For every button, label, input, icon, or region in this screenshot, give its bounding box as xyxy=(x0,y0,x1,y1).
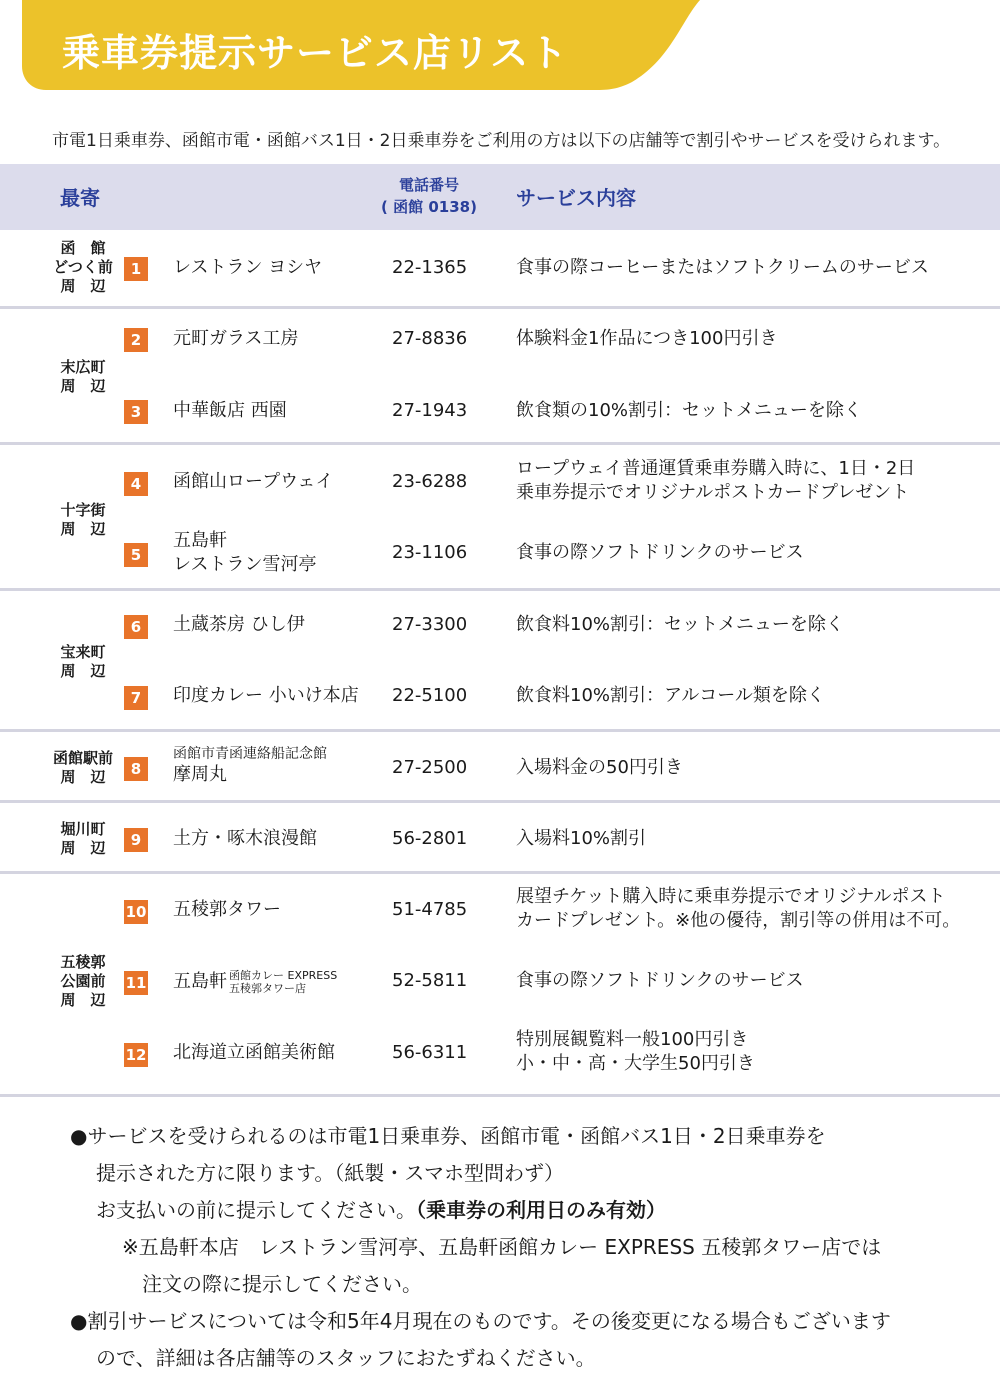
shop-service xyxy=(516,457,915,505)
shop-name xyxy=(173,969,337,995)
note-text: 提示された方に限ります。（紙製・スマホ型問わず） xyxy=(96,1161,564,1185)
shop-service-line: ロープウェイ普通運賃乗車券購入時に、1日・2日 xyxy=(516,458,916,479)
shop-service-line: 展望チケット購入時に乗車券提示でオリジナルポスト xyxy=(516,886,946,907)
note-text: ●サービスを受けられるのは市電1日乗車券、函館市電・函館バス1日・2日乗車券を xyxy=(70,1124,826,1148)
area-label: 函館駅前 周 辺 xyxy=(52,749,113,786)
page-title: 乗車券提示サービス店リスト xyxy=(62,31,569,75)
shop-name-line: 函館市青函連絡船記念館 xyxy=(173,746,327,762)
header-near: 最寄 xyxy=(60,186,100,210)
shop-name: 五稜郭タワー xyxy=(173,899,281,920)
title-banner xyxy=(22,0,700,90)
shop-number: 8 xyxy=(124,757,148,781)
shop-number: 9 xyxy=(124,828,148,852)
area-label: 末広町 周 辺 xyxy=(60,358,106,395)
shop-phone: 51-4785 xyxy=(392,899,468,920)
note-text: ので、詳細は各店舗等のスタッフにおたずねください。 xyxy=(96,1346,596,1370)
area-label: 五稜郭 公園前 周 辺 xyxy=(60,953,106,1009)
shop-name: 印度カレー 小いけ本店 xyxy=(173,685,359,706)
area-label: 堀川町 周 辺 xyxy=(60,820,106,857)
note-text xyxy=(70,1192,891,1229)
header-phone-label: 電話番号 xyxy=(398,176,459,194)
shop-service-line: 特別展観覧料一般100円引き xyxy=(516,1029,749,1050)
note-text: ※五島軒本店 レストラン雪河亭、五島軒函館カレー EXPRESS 五稜郭タワー店では xyxy=(122,1235,882,1259)
shop-service xyxy=(516,1028,755,1076)
shop-number: 12 xyxy=(124,1043,148,1067)
shop-phone: 27-2500 xyxy=(392,757,468,778)
shop-service: 入場料10%割引 xyxy=(516,828,647,849)
shop-name-branch xyxy=(229,969,337,995)
shop-service: 体験料金1作品につき100円引き xyxy=(516,328,778,349)
shop-number: 3 xyxy=(124,400,148,424)
header-phone-area-code: ( 函館 0138) xyxy=(381,198,477,216)
row-divider xyxy=(0,588,1000,591)
shop-name xyxy=(173,529,316,577)
shop-name-main: 五島軒 xyxy=(173,971,227,992)
note-text-part: お支払いの前に提示してください。 xyxy=(96,1198,416,1222)
shop-name: 北海道立函館美術館 xyxy=(173,1042,335,1063)
shop-name: 函館山ロープウェイ xyxy=(173,471,334,492)
shop-phone: 56-2801 xyxy=(392,828,468,849)
shop-phone: 27-3300 xyxy=(392,614,468,635)
shop-name: 土蔵茶房 ひし伊 xyxy=(173,614,305,635)
shop-name xyxy=(173,745,327,787)
shop-number: 4 xyxy=(124,472,148,496)
shop-number: 6 xyxy=(124,615,148,639)
row-divider xyxy=(0,442,1000,445)
shop-name: 中華飯店 西園 xyxy=(173,400,287,421)
shop-number: 1 xyxy=(124,257,148,281)
shop-phone: 52-5811 xyxy=(392,970,468,991)
shop-phone: 56-6311 xyxy=(392,1042,468,1063)
row-divider xyxy=(0,800,1000,803)
shop-service xyxy=(516,885,960,933)
table-header xyxy=(0,164,1000,230)
shop-phone: 22-1365 xyxy=(392,257,468,278)
shop-service: 食事の際コーヒーまたはソフトクリームのサービス xyxy=(516,257,929,278)
shop-number: 7 xyxy=(124,686,148,710)
note-text: ●割引サービスについては令和5年4月現在のものです。その後変更になる場合もございます xyxy=(70,1309,891,1333)
shop-service-line: 小・中・高・大学生50円引き xyxy=(516,1053,755,1074)
shop-service: 食事の際ソフトドリンクのサービス xyxy=(516,970,804,991)
notes-section xyxy=(70,1118,891,1377)
row-divider xyxy=(0,306,1000,309)
shop-service-line: カードプレゼント。※他の優待，割引等の併用は不可。 xyxy=(516,910,961,931)
shop-service: 飲食料10%割引：アルコール類を除く xyxy=(516,685,825,706)
shop-service: 入場料金の50円引き xyxy=(516,757,683,778)
row-divider xyxy=(0,729,1000,732)
row-divider xyxy=(0,1094,1000,1097)
shop-name-line: 摩周丸 xyxy=(173,764,227,785)
shop-number: 2 xyxy=(124,328,148,352)
row-divider xyxy=(0,871,1000,874)
intro-text: 市電1日乗車券、函館市電・函館バス1日・2日乗車券をご利用の方は以下の店舗等で割引やサービスを受けられます。 xyxy=(52,131,951,151)
note-text: 注文の際に提示してください。 xyxy=(142,1272,422,1296)
shop-service: 飲食料10%割引：セットメニューを除く xyxy=(516,614,844,635)
shop-name-branch-line: 函館カレー EXPRESS xyxy=(229,969,338,982)
shop-phone: 23-6288 xyxy=(392,471,468,492)
area-label: 十字街 周 辺 xyxy=(60,501,106,538)
shop-phone: 27-8836 xyxy=(392,328,468,349)
area-label: 宝来町 周 辺 xyxy=(60,643,106,680)
shop-phone: 27-1943 xyxy=(392,400,468,421)
shop-phone: 22-5100 xyxy=(392,685,468,706)
shop-name: 元町ガラス工房 xyxy=(173,328,299,349)
shop-name-line: 五島軒 xyxy=(173,530,227,551)
shop-phone: 23-1106 xyxy=(392,542,468,563)
header-phone xyxy=(374,174,484,218)
shop-service: 食事の際ソフトドリンクのサービス xyxy=(516,542,804,563)
shop-number: 5 xyxy=(124,543,148,567)
shop-name-line: レストラン雪河亭 xyxy=(173,554,317,575)
shop-service-line: 乗車券提示でオリジナルポストカードプレゼント xyxy=(516,482,910,503)
header-service: サービス内容 xyxy=(516,186,636,210)
area-label: 函 館 どつく前 周 辺 xyxy=(53,239,113,295)
note-emphasis: （乗車券の利用日のみ有効） xyxy=(416,1198,666,1222)
shop-number: 10 xyxy=(124,900,148,924)
shop-number: 11 xyxy=(124,971,148,995)
shop-name: レストラン ヨシヤ xyxy=(173,257,323,278)
shop-service: 飲食類の10%割引：セットメニューを除く xyxy=(516,400,862,421)
shop-name: 土方・啄木浪漫館 xyxy=(173,828,317,849)
shop-name-branch-line: 五稜郭タワー店 xyxy=(229,982,306,995)
